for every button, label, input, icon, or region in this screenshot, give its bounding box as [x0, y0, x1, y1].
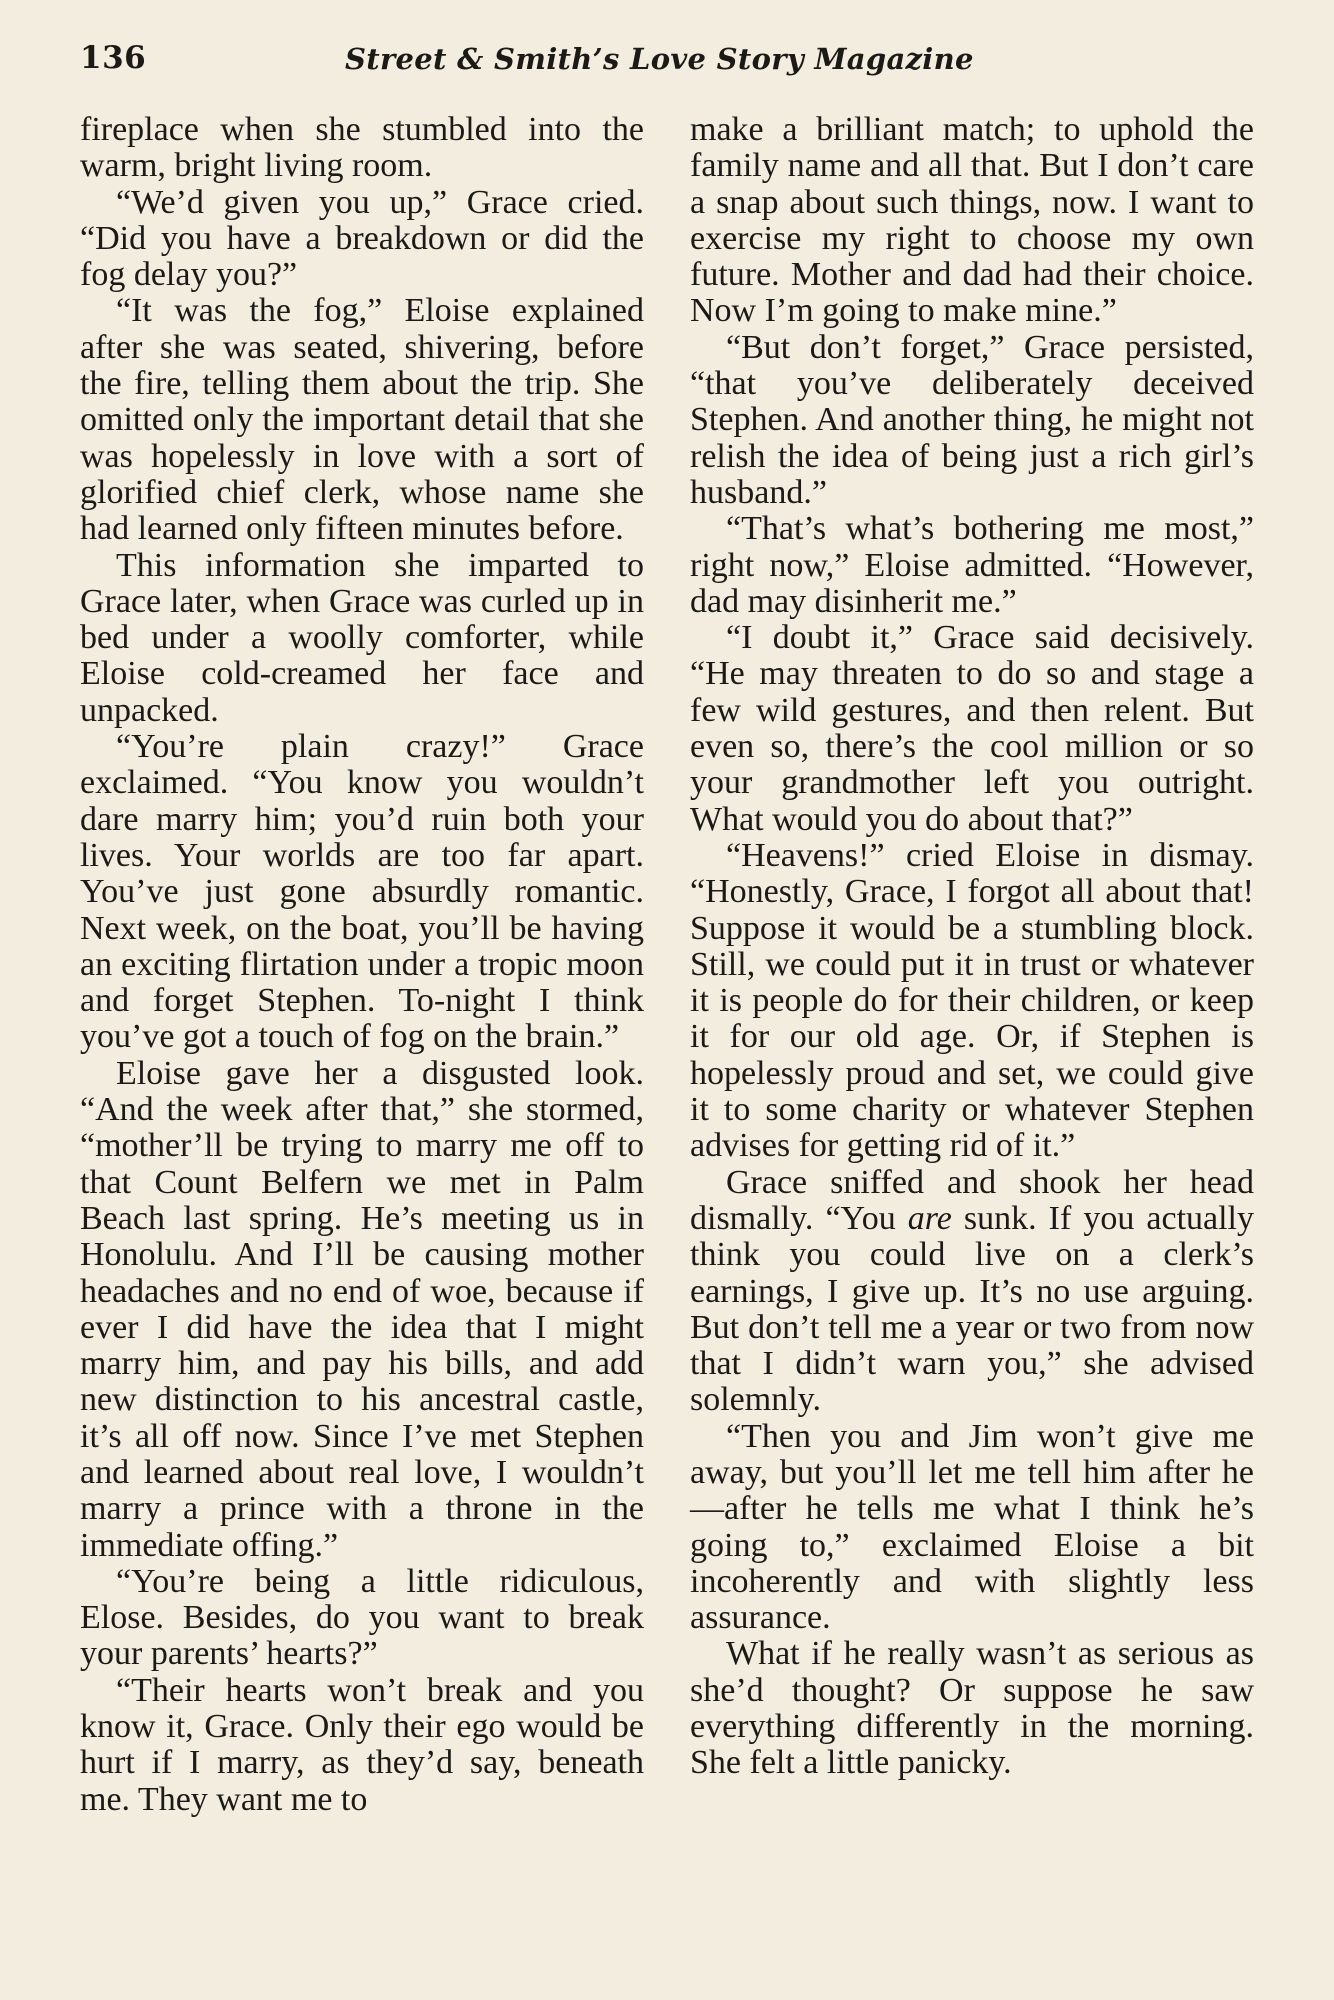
paragraph-text: sunk. If you actually think you could live on a clerk’s earnings, I give up. It’s no use arguing. But don’t tell me a year or two from now that I didn’t warn you,” she advised solemnly.: [690, 1199, 1254, 1419]
page-header: [80, 40, 1254, 90]
paragraph: “That’s what’s bothering me most,” right now,” Eloise admitted. “However, dad may disinherit me.”: [690, 510, 1254, 620]
paragraph: Eloise gave her a disgusted look. “And the week after that,” she stormed, “mother’ll be trying to marry me off to that Count Belfern we met in Palm Beach last spring. He’s meeting us in Honolulu. And I’ll be causing mother headaches and no end of woe, because if ever I did have the idea that I might marry him, and pay his bills, and add new distinction to his ancestral castle, it’s all off now. Since I’ve met Stephen and learned about real love, I wouldn’t marry a prince with a throne in the immediate offing.”: [80, 1054, 644, 1564]
page-number: 136: [80, 40, 147, 76]
running-head: Street & Smith’s Love Story Magazine: [345, 42, 974, 76]
paragraph: This information she imparted to Grace later, when Grace was curled up in bed under a woolly comforter, while Eloise cold-creamed her face and unpacked.: [80, 546, 644, 729]
paragraph: make a brilliant match; to uphold the family name and all that. But I don’t care a snap about such things, now. I want to exercise my right to choose my own future. Mother and dad had their choice. Now I’m going to make mine.”: [690, 111, 1254, 330]
paragraph: fireplace when she stumbled into the warm, bright living room.: [80, 111, 644, 185]
paragraph: What if he really wasn’t as serious as she’d thought? Or suppose he saw everything differently in the morning. She felt a little panicky.: [690, 1635, 1254, 1782]
paragraph: “You’re being a little ridiculous, Elose. Besides, do you want to break your parents’ hearts?”: [80, 1562, 644, 1673]
paragraph: “You’re plain crazy!” Grace exclaimed. “You know you wouldn’t dare marry him; you’d ruin both your lives. Your worlds are too far apart. You’ve just gone absurdly romantic. Next week, on the boat, you’ll be having an exciting flirtation under a tropic moon and forget Stephen. To-night I think you’ve got a touch of fog on the brain.”: [80, 728, 644, 1056]
paragraph: “We’d given you up,” Grace cried. “Did you have a breakdown or did the fog delay you?”: [80, 183, 644, 294]
paragraph-with-emphasis: [690, 1165, 1254, 1419]
paragraph: “Heavens!” cried Eloise in dismay. “Honestly, Grace, I forgot all about that! Suppose it would be a stumbling block. Still, we could put it in trust or whatever it is people do for their children, or keep it for our old age. Or, if Stephen is hopelessly proud and set, we could give it to some charity or whatever Stephen advises for getting rid of it.”: [690, 836, 1254, 1165]
left-column: [80, 112, 644, 1818]
paragraph-text: Grace sniffed and shook her head dismally. “You: [690, 1163, 1254, 1237]
paragraph: “I doubt it,” Grace said decisively. “He may threaten to do so and stage a few wild gestures, and then relent. But even so, there’s the cool million or so your grandmother left you outright. What would you do about that?”: [690, 619, 1254, 838]
right-column: [690, 112, 1254, 1782]
paragraph: “Then you and Jim won’t give me away, but you’ll let me tell him after he—after he tells me what I think he’s going to,” exclaimed Eloise a bit incoherently and with slightly less assurance.: [690, 1417, 1254, 1637]
emphasized-word: are: [907, 1199, 952, 1237]
paragraph: “But don’t forget,” Grace persisted, “that you’ve deliberately deceived Stephen. And another thing, he might not relish the idea of being just a rich girl’s husband.”: [690, 328, 1254, 511]
paragraph: “It was the fog,” Eloise explained after she was seated, shivering, before the fire, telling them about the trip. She omitted only the important detail that she was hopelessly in love with a sort of glorified chief clerk, whose name she had learned only fifteen minutes before.: [80, 292, 644, 548]
paragraph: “Their hearts won’t break and you know it, Grace. Only their ego would be hurt if I marry, as they’d say, beneath me. They want me to: [80, 1671, 644, 1818]
